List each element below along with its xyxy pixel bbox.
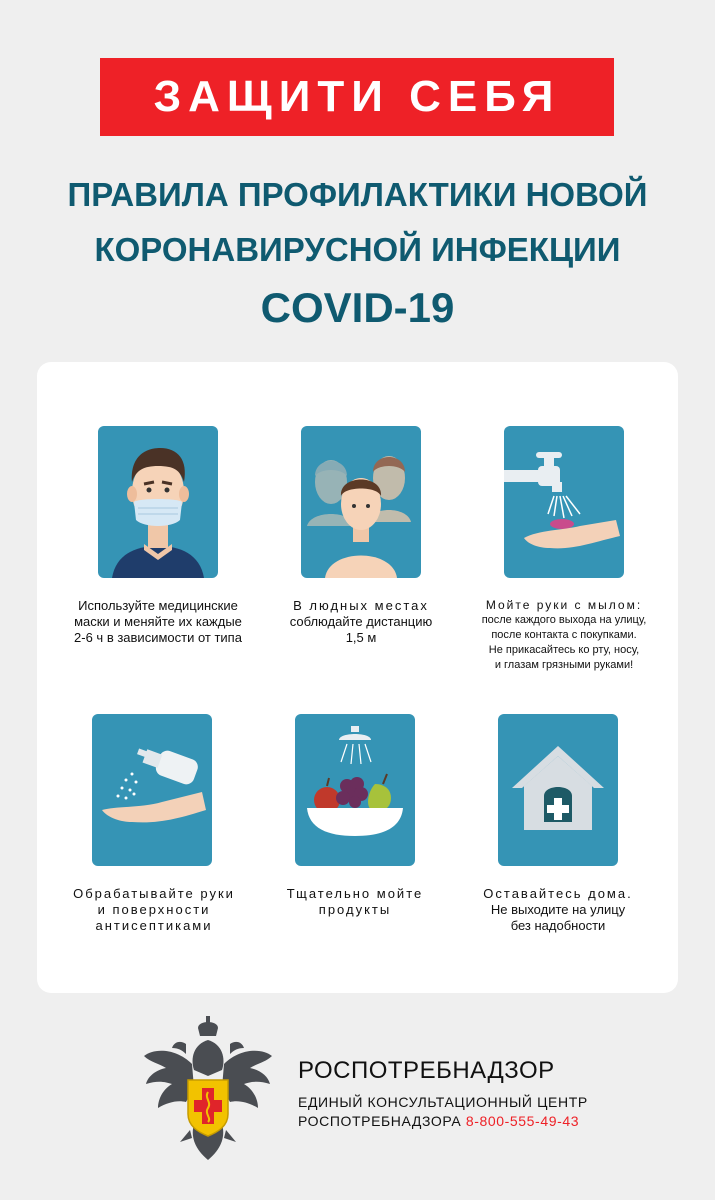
consult-center-line: ЕДИНЫЙ КОНСУЛЬТАЦИОННЫЙ ЦЕНТР [298,1094,588,1110]
hand-washing-icon [504,426,624,578]
caption-line: после контакта с покупками. [491,629,637,641]
caption-line: Мойте руки с мылом: [485,598,643,612]
headline-line-2: КОРОНАВИРУСНОЙ ИНФЕКЦИИ [94,231,621,268]
masked-face-icon [98,426,218,578]
caption-line: В людных местах [293,598,429,613]
caption-line: без надобности [510,918,606,933]
caption-line: 2-6 ч в зависимости от типа [74,630,242,645]
caption-line: маски и меняйте их каждые [74,614,242,629]
caption-line: Тщательно мойте [286,886,424,901]
rules-card [37,362,678,993]
consult-center-line-2 [298,1113,579,1129]
caption-line: Не выходите на улицу [490,902,626,917]
house-medical-icon [498,714,618,866]
org-name: РОСПОТРЕБНАДЗОР [298,1057,555,1084]
rule-caption-antiseptic [61,886,247,934]
hotline-phone: 8-800-555-49-43 [465,1113,580,1129]
headline-line-3: COVID-19 [260,284,455,331]
caption-line: продукты [318,902,392,917]
caption-line: антисептиками [95,918,213,933]
caption-line: Оставайтесь дома. [483,886,633,901]
headline-line-1: ПРАВИЛА ПРОФИЛАКТИКИ НОВОЙ [67,176,648,213]
caption-line: после каждого выхода на улицу, [481,614,647,626]
rule-caption-stay-home [465,886,651,934]
sanitizer-spray-icon [92,714,212,866]
crowd-distance-icon [301,426,421,578]
caption-line: и глазам грязными руками! [494,659,634,671]
rule-caption-products [261,886,449,918]
banner-text: ЗАЩИТИ СЕБЯ [153,72,561,121]
caption-line: Не прикасайтесь ко рту, носу, [488,644,640,656]
caption-line: Используйте медицинские [78,598,238,613]
rule-caption-distance [269,598,453,646]
caption-line: Обрабатывайте руки [73,886,235,901]
title-banner [100,58,614,136]
caption-line: и поверхности [97,902,211,917]
rule-caption-masks [65,598,251,646]
caption-line: соблюдайте дистанцию [289,614,433,629]
fruit-bowl-wash-icon [295,714,415,866]
caption-line: 1,5 м [345,630,377,645]
double-headed-eagle-emblem-icon [140,1014,276,1164]
rule-caption-handwash [474,598,654,673]
org-genitive: РОСПОТРЕБНАДЗОРА [298,1113,462,1129]
